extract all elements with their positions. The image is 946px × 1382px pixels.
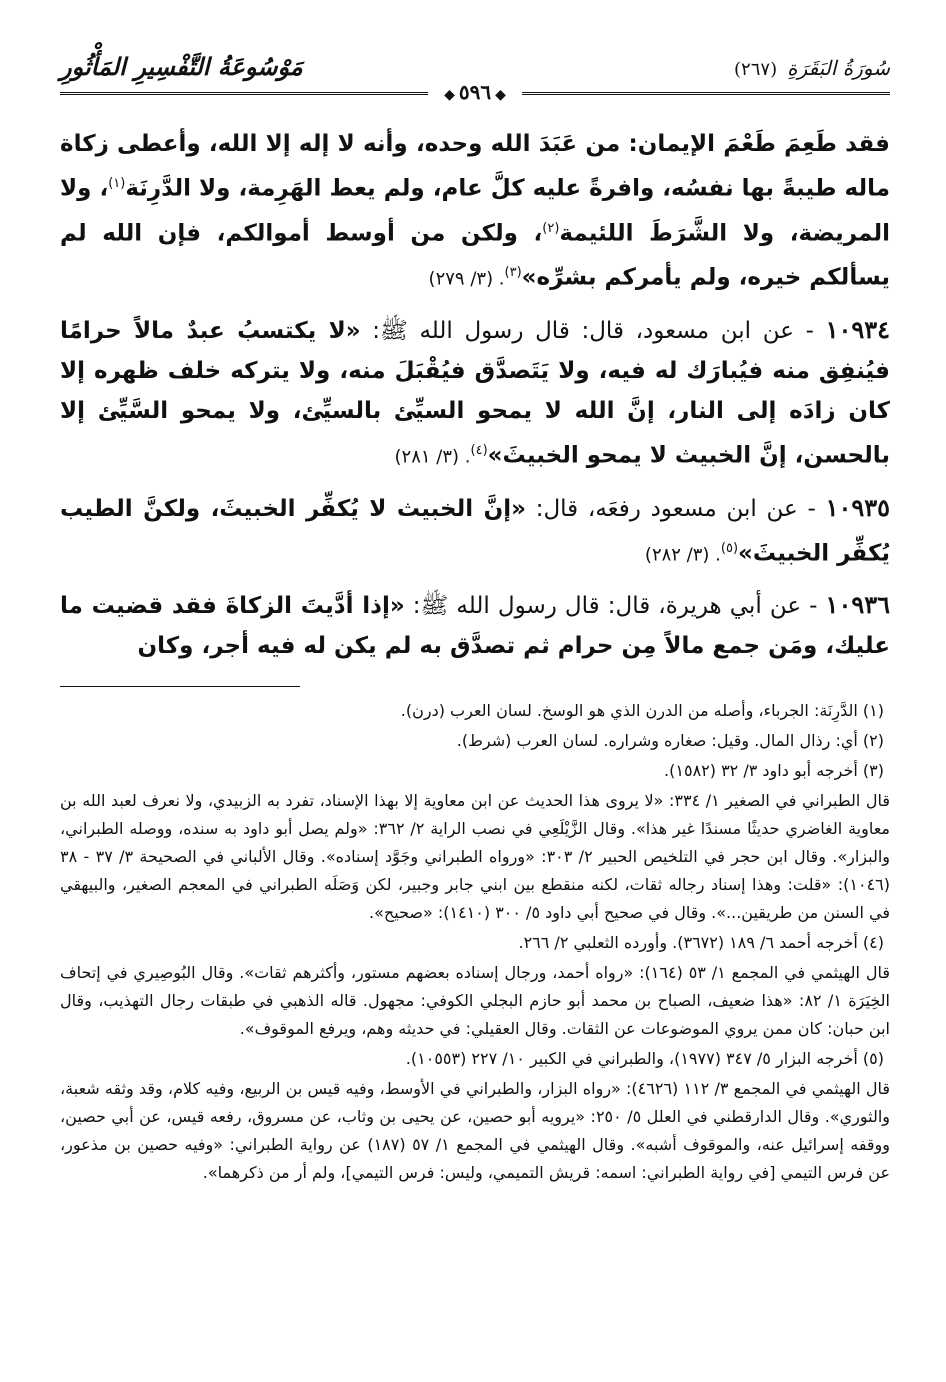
surah-label: سُورَةُ البَقَرَةِ <box>787 56 890 80</box>
hadith-10936 <box>60 585 890 666</box>
hadith-chain: - عن ابن مسعود رفعَه، قال: <box>525 495 826 522</box>
footnote-marker: (٥) <box>720 540 739 556</box>
footnote-marker: (٢) <box>542 220 560 236</box>
main-text <box>60 124 890 666</box>
book-title: مَوْسُوعَةُ التَّفْسِيرِ المَأْثُورِ <box>60 52 303 81</box>
footnote-2: (٢) أي: رذال المال. وقيل: صغاره وشراره. لسان العرب (شرط). <box>456 731 884 751</box>
footnote-divider <box>60 686 300 687</box>
footnote-5-commentary: قال الهيثمي في المجمع ٣/ ١١٢ (٤٦٢٦): «رواه البزار، والطبراني في الأوسط، وفيه قيس بن الربيع، وفيه كلام، وقد وثقه شعبة، والثوري». وقال الدارقطني في العلل ٥/ ٢٥٠: «يرويه أبو حصين، عن يحيى بن وثاب، عن مسروق، رفعه قيس، عن أبي حصين، ووقفه إسرائيل عنه، والموقوف أشبه». وقال الهيثمي في المجمع ١/ ٥٧ (١٨٧) عن رواية الطبراني: «وفيه حصين بن مذعور، عن فرس التيمي [في رواية الطبراني: اسمه: قريش التميمي، وليس: فرس التيمي]، ولم أر من ذكرهما». <box>60 1079 891 1183</box>
page-header <box>60 40 890 102</box>
hadith-text: «لا يكتسبُ عبدٌ مالاً حرامًا فيُنفِق منه فيُبارَك له فيه، ولا يَتَصدَّق فيُقْبَلَ منه، ولا يتركه خلف ظهره إلا كان زادَه إلى النار، إنَّ الله لا يمحو السيِّئ بالسيِّئ، ولا يمحو السَّيِّئ إلا بالحسن، إنَّ الخبيث لا يمحو الخبيثَ» <box>60 317 890 469</box>
hadith-number: ١٠٩٣٤ <box>825 314 891 344</box>
hadith-10934 <box>60 310 890 478</box>
page-number: ٥٩٦ <box>458 80 492 104</box>
text: ، ولكن من أوسط أموالكم، فإن الله لم يسألكم خيره، ولم يأمركم بشرِّه» <box>60 220 890 291</box>
footnotes <box>60 697 890 1187</box>
hadith-number: ١٠٩٣٦ <box>825 590 890 620</box>
volume-reference: . (٣/ ٢٨١) <box>394 446 471 468</box>
ornament-icon: ◆ <box>444 87 455 103</box>
paragraph-continuation <box>60 124 890 300</box>
footnote-1: (١) الدَّرِنَة: الجرباء، وأصله من الدرن الذي هو الوسخ. لسان العرب (درن). <box>400 701 884 721</box>
volume-reference: . (٣/ ٢٨٢) <box>644 544 721 566</box>
text: ، ولا المريضة، ولا الشَّرَطَ اللئيمة <box>60 175 890 247</box>
book-page <box>60 40 890 1340</box>
footnote-marker: (٣) <box>504 265 522 281</box>
hadith-text: «إنَّ الخبيث لا يُكفِّر الخبيثَ، ولكنَّ الطيب يُكفِّر الخبيثَ» <box>60 495 890 567</box>
footnote-3-commentary: قال الطبراني في الصغير ١/ ٣٣٤: «لا يروى هذا الحديث عن ابن معاوية إلا بهذا الإسناد، تفرد به الزبيدي، ولا نعرف لعبد الله بن معاوية الغاضري حديثًا مسندًا غير هذا». وقال الزَّيْلَعِي في نصب الراية ٢/ ٣٦٢: «ولم يصل أبو داود به سنده، ووصله الطبراني، والبزار». وقال ابن حجر في التلخيص الحبير ٢/ ٣٠٣: «ورواه الطبراني وجَوَّد إسناده». وقال الألباني في الصحيحة ٣/ ٣٧ - ٣٨ (١٠٤٦): «قلت: وهذا إسناد رجاله ثقات، لكنه منقطع بين ابني جابر وجبير، لكن وَصَلَه الطبراني في المعجم الصغير، والبيهقي في السنن من طريقين...». وقال في صحيح أبي داود ٥/ ٣٠٠ (١٤١٠): «صحيح». <box>60 791 890 923</box>
footnote-marker: (٤) <box>470 442 488 458</box>
verse-number: (٢٦٧) <box>734 59 778 80</box>
footnote-marker: (١) <box>108 176 126 191</box>
footnote-4: (٤) أخرجه أحمد ٦/ ١٨٩ (٣٦٧٢). وأورده الثعلبي ٢/ ٢٦٦. <box>518 933 884 953</box>
hadith-text: «إذا أدَّيتَ الزكاةَ فقد قضيت ما عليك، ومَن جمع مالاً مِن حرام ثم تصدَّق به لم يكن له فيه أجر، وكان <box>60 593 890 660</box>
volume-reference: . (٣/ ٢٧٩) <box>428 268 505 290</box>
hadith-number: ١٠٩٣٥ <box>825 492 891 522</box>
text: فقد طَعِمَ طَعْمَ الإيمان: من عَبَدَ الله وحده، وأنه لا إله إلا الله، وأعطى زكاة ماله طيبةً بها نفسُه، وافرةً عليه كلَّ عام، ولم يعط الهَرِمة، ولا الدَّرِنَة <box>60 131 890 202</box>
page-number-box <box>428 78 522 109</box>
surah-heading <box>734 56 890 80</box>
footnote-5: (٥) أخرجه البزار ٥/ ٣٤٧ (١٩٧٧)، والطبراني في الكبير ١٠/ ٢٢٧ (١٠٥٥٣). <box>405 1049 884 1069</box>
hadith-10935 <box>60 488 890 576</box>
footnote-4-commentary: قال الهيثمي في المجمع ١/ ٥٣ (١٦٤): «رواه أحمد، ورجال إسناده بعضهم مستور، وأكثرهم ثقات». وقال البُوصِيري في إتحاف الخِيَرَة ١/ ٨٢: «هذا ضعيف، الصباح بن محمد أبو حازم البجلي الكوفي: مجهول. قاله الذهبي في طبقات رجال التهذيب، وقال ابن حبان: كان ممن يروي الموضوعات عن الثقات. وقال العقيلي: في حديثه وهم، ويرفع الموقوف». <box>60 963 891 1039</box>
hadith-chain: - عن ابن مسعود، قال: قال رسول الله ﷺ: <box>360 317 826 344</box>
ornament-icon: ◆ <box>495 87 506 103</box>
hadith-chain: - عن أبي هريرة، قال: قال رسول الله ﷺ: <box>404 593 826 620</box>
footnote-3: (٣) أخرجه أبو داود ٣/ ٣٢ (١٥٨٢). <box>664 761 884 781</box>
